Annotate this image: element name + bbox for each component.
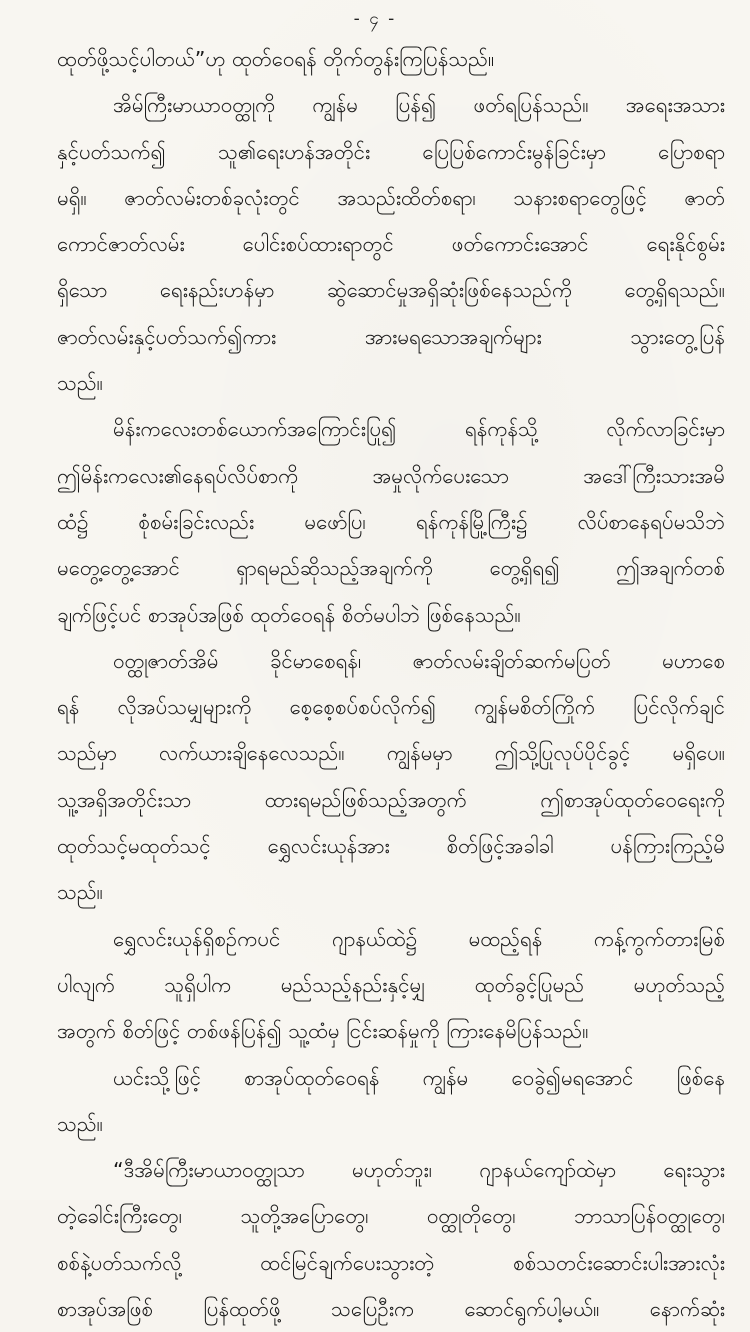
paragraph-1 — [57, 36, 725, 82]
body-text — [57, 36, 725, 1332]
text-line: တဲ့ခေါင်းကြီးတွေ၊ သူတို့အပြောတွေ၊ ဝတ္ထုတိုတွေ၊ ဘာသာပြန်ဝတ္ထုတွေ၊ — [57, 1204, 725, 1229]
text-line: မတွေ့တွေ့အောင် ရှာရမည်ဆိုသည့်အချက်ကို တွေ့ရှိရ၍ ဤအချက်တစ် — [57, 556, 725, 581]
text-line: ကောင်ဇာတ်လမ်း ပေါင်းစပ်ထားရာတွင် ဖတ်ကောင်းအောင် ရေးနိုင်စွမ်း — [57, 232, 725, 257]
text-line: ဝတ္ထုဇာတ်အိမ် ခိုင်မာစေရန်၊ ဇာတ်လမ်းချိတ်ဆက်မပြတ် မဟာစေ — [113, 648, 725, 673]
text-line: စစ်နဲ့ပတ်သက်လို့ ထင်မြင်ချက်ပေးသွားတဲ့ စစ်သတင်းဆောင်းပါးအားလုံး — [57, 1250, 725, 1275]
text-line: ရွှေလင်းယုန်ရှိစဉ်ကပင် ဂျာနယ်ထဲ၌ မထည့်ရန် ကန့်ကွက်တားမြစ် — [113, 926, 725, 951]
paragraph-7 — [57, 1147, 725, 1332]
text-line: ထုတ်သင့်မထုတ်သင့် ရွှေလင်းယုန်အား စိတ်ဖြင့်အခါခါ ပန်ကြားကြည့်မိ — [57, 834, 725, 859]
paragraph-2 — [57, 82, 725, 406]
text-line: ထုတ်ဖို့သင့်ပါတယ်”ဟု ထုတ်ဝေရန် တိုက်တွန်းကြပြန်သည်။ — [57, 47, 495, 71]
text-line: မိန်းကလေးတစ်ယောက်အကြောင်းပြု၍ ရန်ကုန်သို့ လိုက်လာခြင်းမှာ — [113, 417, 725, 442]
paragraph-6 — [57, 1055, 725, 1148]
text-line: ဤမိန်းကလေး၏နေရပ်လိပ်စာကို အမှုလိုက်ပေးသော အဒေါ်ကြီးသားအမိ — [57, 463, 725, 488]
text-line: ယင်းသို့ဖြင့် စာအုပ်ထုတ်ဝေရန် ကျွန်မ ဝေခွဲ၍မရအောင် ဖြစ်နေ — [113, 1065, 725, 1090]
paragraph-5 — [57, 916, 725, 1055]
text-line: နှင့်ပတ်သက်၍ သူ၏ရေးဟန်အတိုင်း ပြေပြစ်ကောင်းမွန်ခြင်းမှာ ပြောစရာ — [57, 139, 725, 164]
text-line: သူ့အရှိအတိုင်းသာ ထားရမည်ဖြစ်သည့်အတွက် ဤစာအုပ်ထုတ်ဝေရေးကို — [57, 787, 725, 812]
text-line: ချက်ဖြင့်ပင် စာအုပ်အဖြစ် ထုတ်ဝေရန် စိတ်မပါဘဲ ဖြစ်နေသည်။ — [57, 602, 521, 627]
paragraph-4 — [57, 638, 725, 916]
text-line: အိမ်ကြီးမာယာဝတ္ထုကို ကျွန်မ ပြန်၍ ဖတ်ရပြန်သည်။ အရေးအသား — [113, 93, 725, 118]
text-line: ရန် လိုအပ်သမျှများကို စေ့စေ့စပ်စပ်လိုက်၍ ကျွန်မစိတ်ကြိုက် ပြင်လိုက်ချင် — [57, 695, 725, 720]
text-line: အတွက် စိတ်ဖြင့် တစ်ဖန်ပြန်၍ သူ့ထံမှ ငြင်းဆန်မှုကို ကြားနေမိပြန်သည်။ — [57, 1019, 589, 1044]
text-line: သည်။ — [57, 1111, 103, 1136]
text-line: သည်။ — [57, 371, 103, 396]
text-line: သည်။ — [57, 880, 103, 905]
text-line: မရှိ။ ဇာတ်လမ်းတစ်ခုလုံးတွင် အသည်းထိတ်စရာ၊ သနားစရာတွေဖြင့် ဇာတ် — [57, 185, 725, 210]
text-line: ဇာတ်လမ်းနှင့်ပတ်သက်၍ကား အားမရသောအချက်များ သွားတွေ့ပြန် — [57, 324, 725, 349]
text-line: ထံ၌ စုံစမ်းခြင်းလည်း မဖော်ပြ၊ ရန်ကုန်မြို့ကြီး၌ လိပ်စာနေရပ်မသိဘဲ — [57, 509, 725, 534]
text-line: သည်မှာ လက်ယားချိနေလေသည်။ ကျွန်မမှာ ဤသို့ပြုလုပ်ပိုင်ခွင့် မရှိပေ။ — [57, 741, 725, 766]
text-line: စာအုပ်အဖြစ် ပြန်ထုတ်ဖို့ သပြေဦးက ဆောင်ရွက်ပါ့မယ်။ နောက်ဆုံး — [57, 1297, 725, 1322]
text-line: ပါလျက် သူရှိပါက မည်သည့်နည်းနှင့်မျှ ထုတ်ခွင့်ပြုမည် မဟုတ်သည့် — [57, 972, 725, 997]
text-line: ရှိသော ရေးနည်းဟန်မှာ ဆွဲဆောင်မှုအရှိဆုံးဖြစ်နေသည်ကို တွေ့ရှိရသည်။ — [57, 278, 725, 303]
page-number: - ၄ - — [353, 9, 397, 29]
paragraph-3 — [57, 406, 725, 637]
text-line: “ဒီအိမ်ကြီးမာယာဝတ္ထုသာ မဟုတ်ဘူး၊ ဂျာနယ်ကျော်ထဲမှာ ရေးသွား — [113, 1158, 725, 1183]
